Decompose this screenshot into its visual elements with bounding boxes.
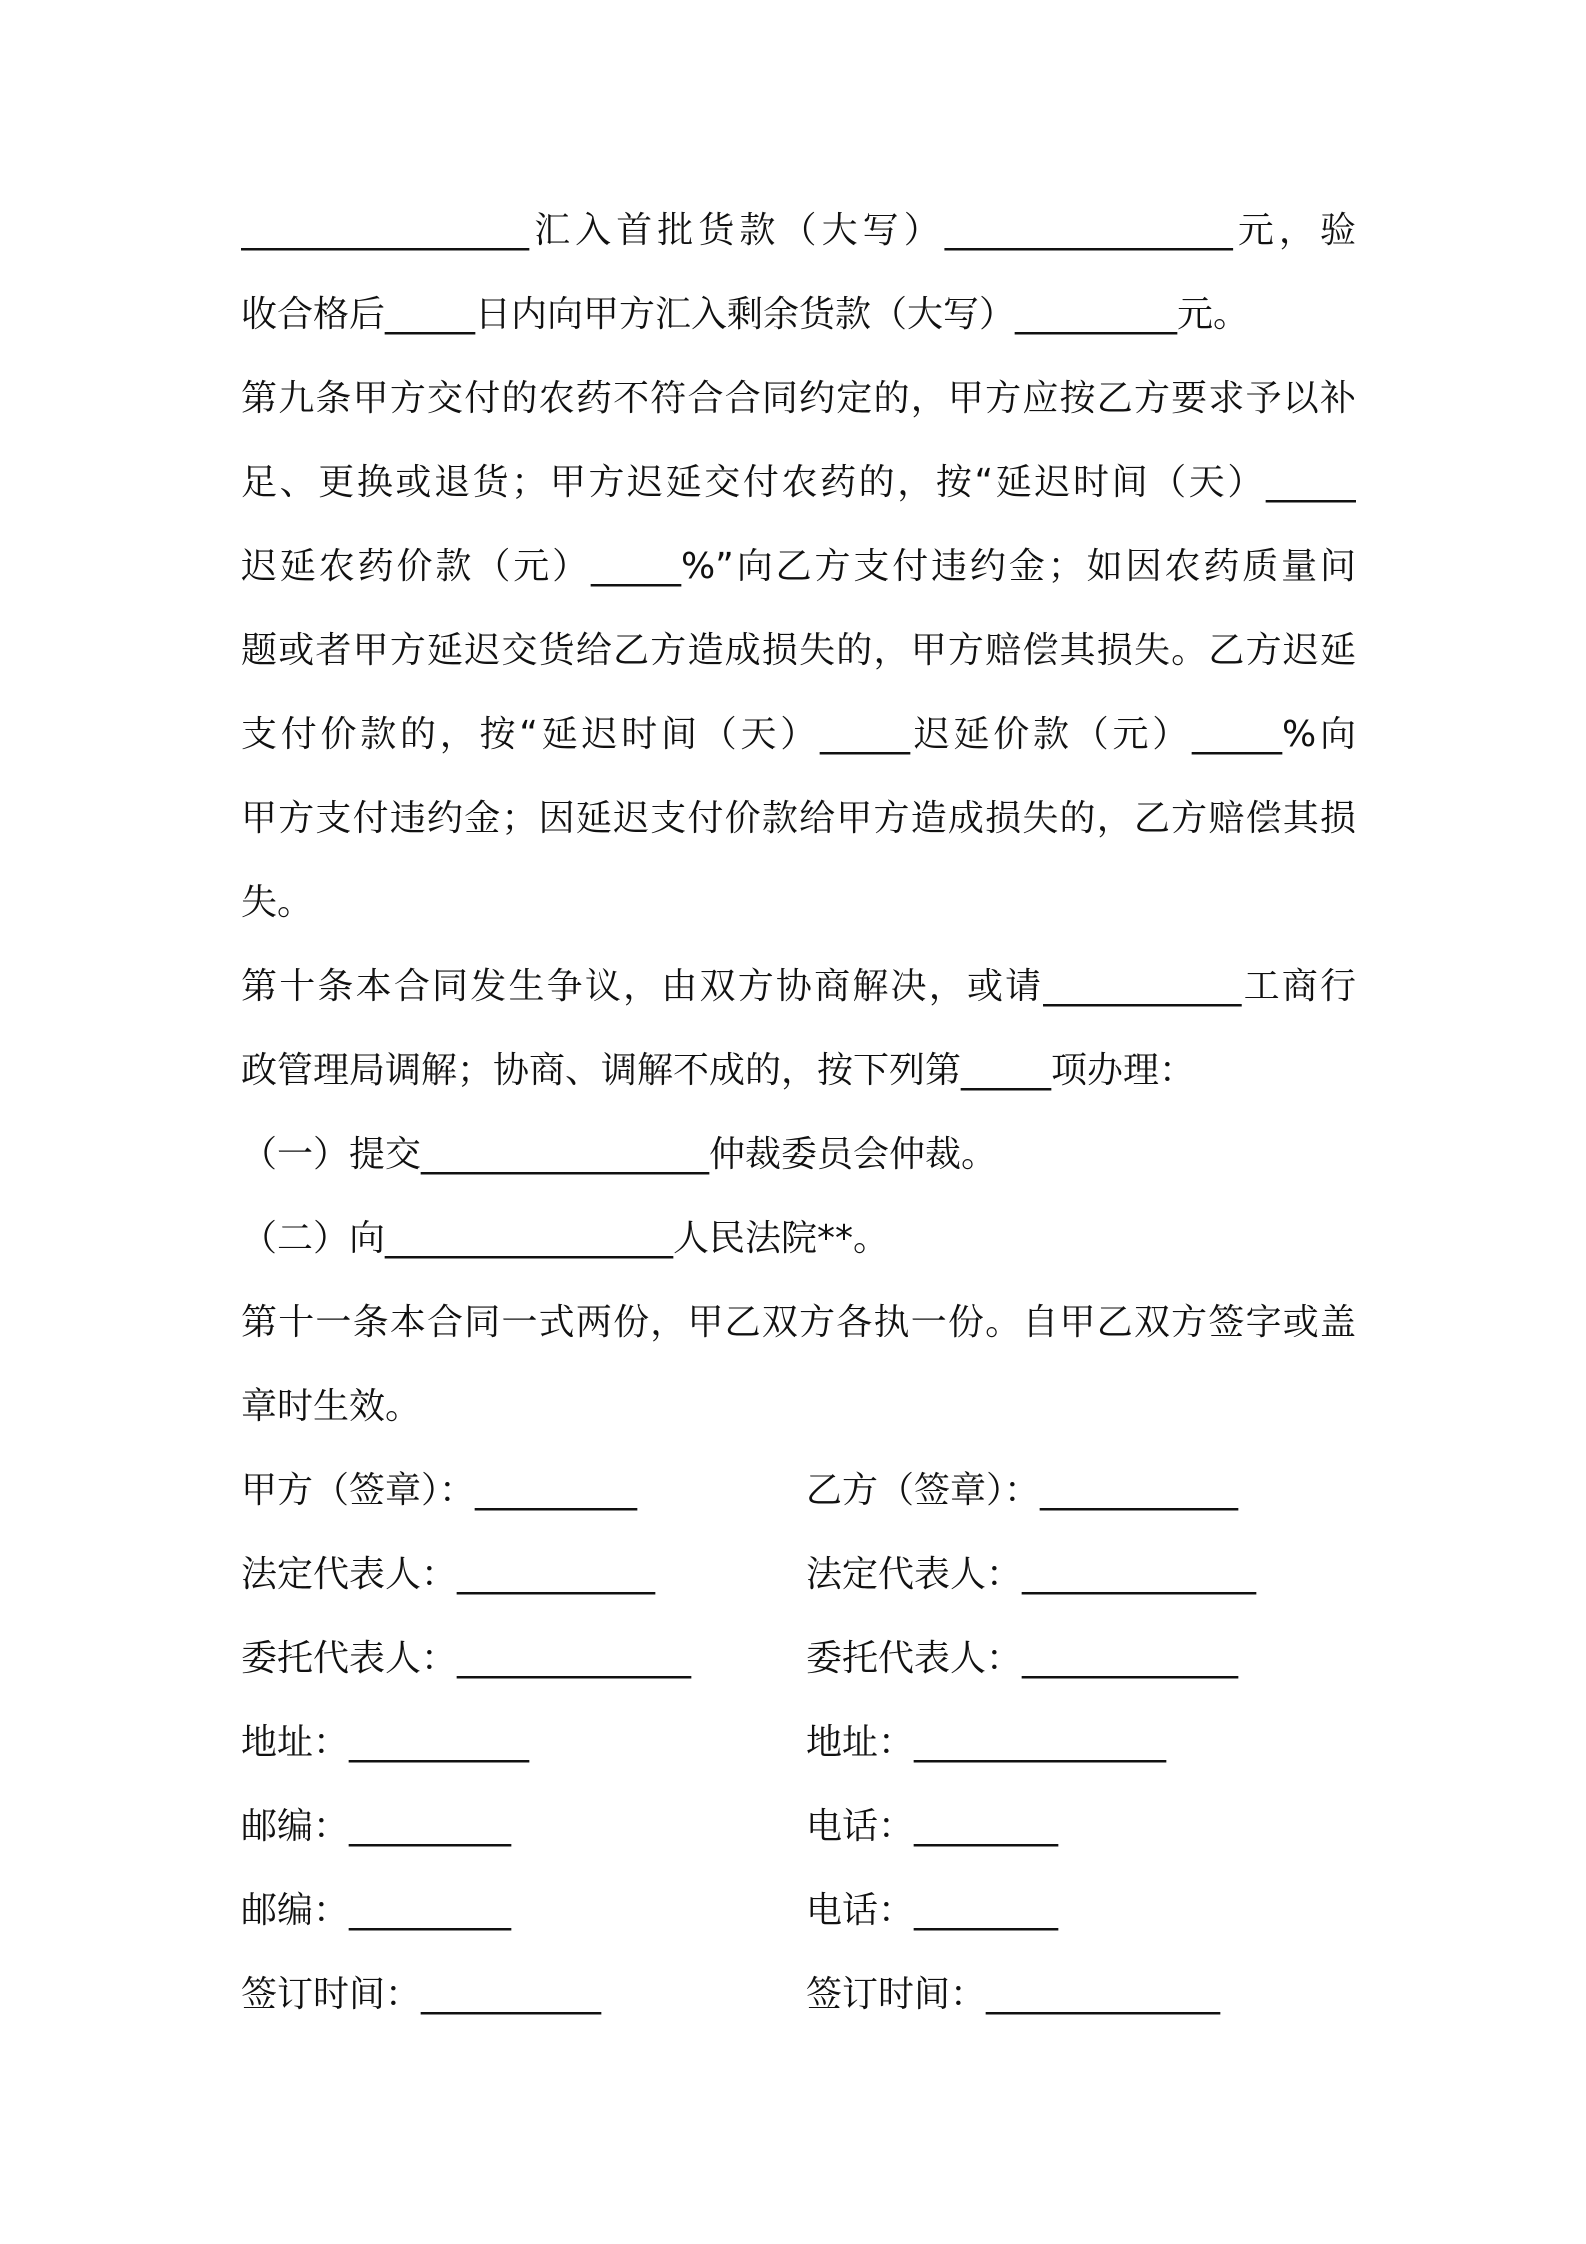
party-a-postcode-field: 邮编：_________ bbox=[241, 1890, 512, 1931]
party-b-phone-field: 电话：________ bbox=[806, 1806, 1059, 1847]
party-a-agent-field: 委托代表人：_____________ bbox=[241, 1638, 692, 1679]
article-9-line: 支付价款的，按“延迟时间（天）_____迟延价款（元）_____%向 bbox=[241, 714, 1356, 755]
article-9-line: 第九条甲方交付的农药不符合合同约定的，甲方应按乙方要求予以补 bbox=[241, 378, 1356, 419]
party-a-legal-rep-field: 法定代表人：___________ bbox=[241, 1554, 656, 1595]
article-9-line: 题或者甲方延迟交货给乙方造成损失的，甲方赔偿其损失。乙方迟延 bbox=[241, 630, 1356, 671]
article-9-line: 甲方支付违约金；因延迟支付价款给甲方造成损失的，乙方赔偿其损 bbox=[241, 798, 1356, 839]
article-10-line: 第十条本合同发生争议，由双方协商解决，或请___________工商行 bbox=[241, 966, 1356, 1007]
article-11-line: 第十一条本合同一式两份，甲乙双方各执一份。自甲乙双方签字或盖 bbox=[241, 1302, 1356, 1343]
party-b-phone-field: 电话：________ bbox=[806, 1890, 1059, 1931]
paragraph-payment-line: ________________汇入首批货款（大写）________________元，验 bbox=[241, 210, 1356, 251]
paragraph-payment-line: 收合格后_____日内向甲方汇入剩余货款（大写）_________元。 bbox=[241, 294, 1250, 335]
option-arbitration: （一）提交________________仲裁委员会仲裁。 bbox=[241, 1134, 998, 1175]
party-b-seal-field: 乙方（签章）：___________ bbox=[806, 1470, 1239, 1511]
article-10-line: 政管理局调解；协商、调解不成的，按下列第_____项办理： bbox=[241, 1050, 1196, 1091]
article-9-line: 足、更换或退货；甲方迟延交付农药的，按“延迟时间（天）_____ bbox=[241, 462, 1356, 503]
party-b-agent-field: 委托代表人：____________ bbox=[806, 1638, 1239, 1679]
party-a-postcode-field: 邮编：_________ bbox=[241, 1806, 512, 1847]
party-a-signing-date-field: 签订时间：__________ bbox=[241, 1974, 602, 2015]
article-9-line: 失。 bbox=[241, 882, 314, 923]
party-b-signing-date-field: 签订时间：_____________ bbox=[806, 1974, 1221, 2015]
option-court: （二）向________________人民法院**。 bbox=[241, 1218, 890, 1259]
party-b-address-field: 地址：______________ bbox=[806, 1722, 1167, 1763]
party-a-address-field: 地址：__________ bbox=[241, 1722, 530, 1763]
party-a-seal-field: 甲方（签章）：_________ bbox=[241, 1470, 638, 1511]
article-11-line: 章时生效。 bbox=[241, 1386, 422, 1427]
party-b-legal-rep-field: 法定代表人：_____________ bbox=[806, 1554, 1257, 1595]
article-9-line: 迟延农药价款（元）_____%”向乙方支付违约金；如因农药质量问 bbox=[241, 546, 1356, 587]
